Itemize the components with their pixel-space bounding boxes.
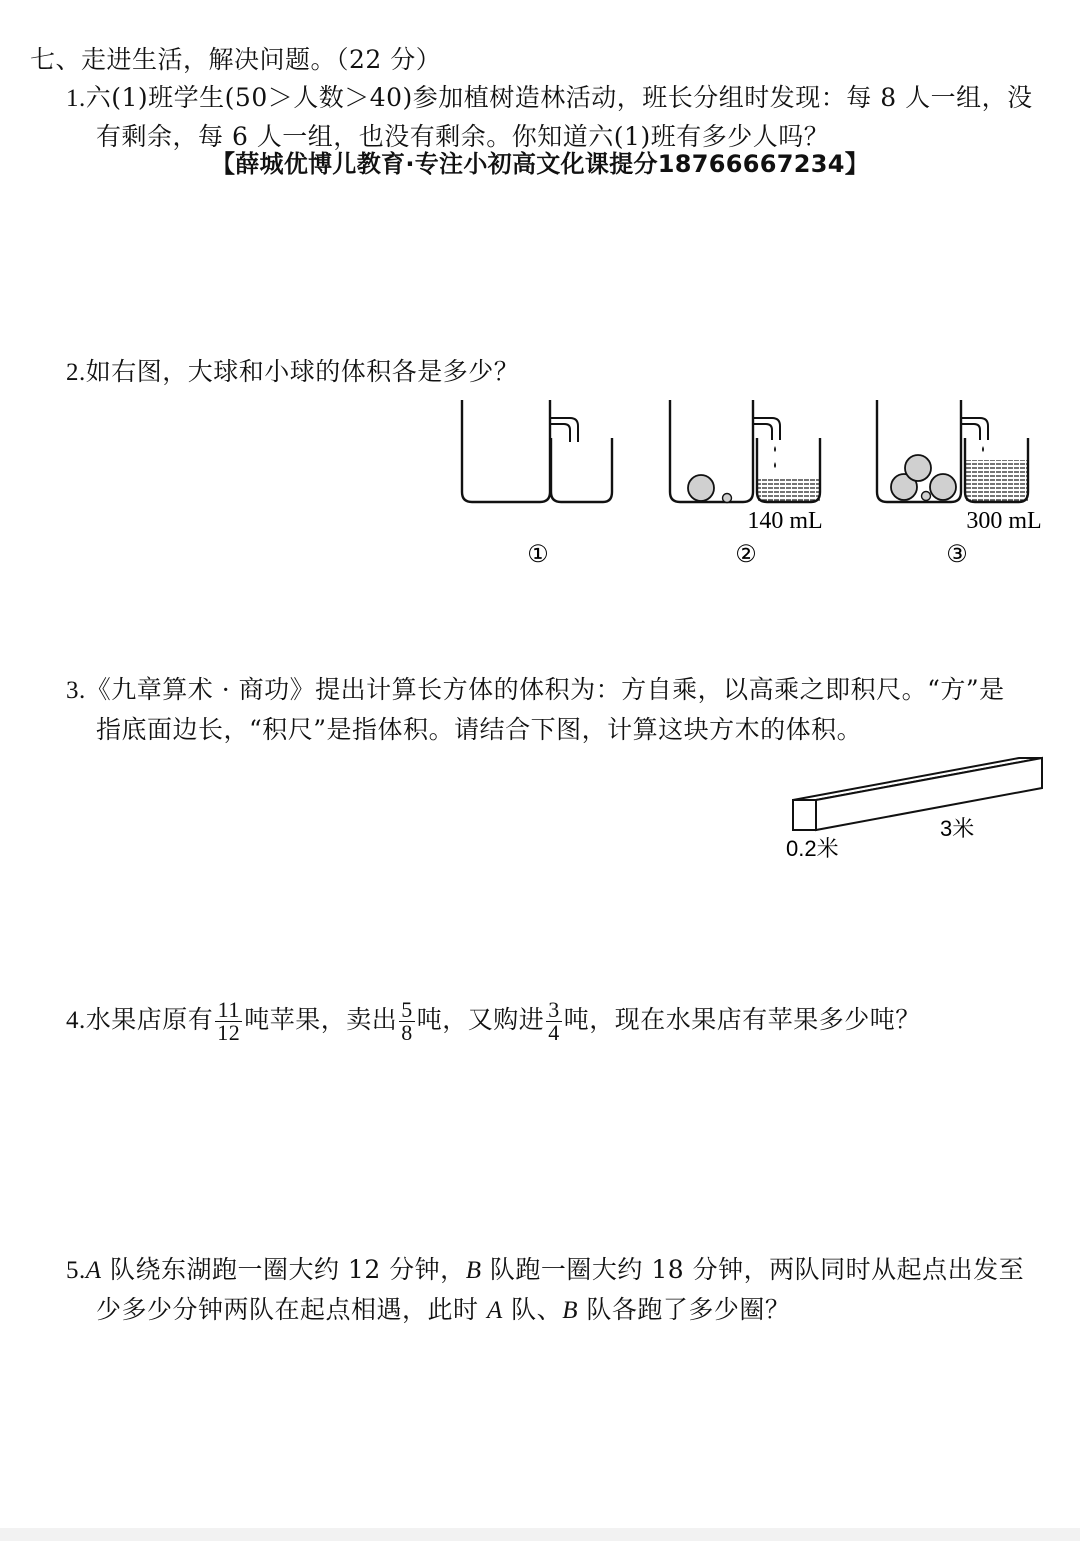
team-b-label: B <box>562 1297 578 1324</box>
beam-length-label: 3米 <box>940 816 975 841</box>
question-5-text-2: 队跑一圈大约 18 分钟，两队同时从起点出发至 <box>481 1255 1025 1284</box>
question-3-line-1 <box>66 670 1005 711</box>
page-bottom-edge <box>0 1528 1080 1541</box>
question-3-number: 3. <box>66 677 86 704</box>
large-ball <box>930 474 956 500</box>
question-2-number: 2. <box>66 359 86 386</box>
question-1-line-1 <box>66 78 1033 119</box>
fraction-sold: $\frac{5}{8}$ <box>401 997 413 1045</box>
question-2-text: 如右图，大球和小球的体积各是多少？ <box>85 357 520 386</box>
volume-label-3: 300 mL <box>966 508 1042 534</box>
question-5-line-1 <box>66 1250 1024 1291</box>
large-ball <box>688 475 714 501</box>
beaker-setup-2 <box>670 400 823 568</box>
fraction-bought: $\frac{3}{4}$ <box>548 997 560 1045</box>
question-4-line <box>66 990 921 1051</box>
question-5-number: 5. <box>66 1257 86 1284</box>
question-4-text-4: 吨，现在水果店有苹果多少吨？ <box>563 1005 921 1034</box>
beaker-setup-3 <box>877 400 1042 568</box>
small-ball <box>723 494 732 503</box>
large-ball <box>905 455 931 481</box>
question-4-text-2: 吨苹果，卖出 <box>244 1005 398 1034</box>
team-a-label: A <box>486 1297 503 1324</box>
question-5-text-5: 队各跑了多少圈？ <box>577 1295 791 1324</box>
fraction-original-stock: $\frac{11}{12}$ <box>217 997 241 1045</box>
beaker-figure <box>440 390 1060 580</box>
question-5-text-4: 队、 <box>502 1295 563 1324</box>
caption-1: ① <box>527 540 549 568</box>
question-4-number: 4. <box>66 1007 86 1034</box>
beaker-setup-1 <box>462 400 612 502</box>
question-3-line-2: 指底面边长，“积尺”是指体积。请结合下图，计算这块方木的体积。 <box>96 715 863 744</box>
team-a-label: A <box>85 1257 102 1284</box>
wood-beam-figure <box>780 748 1060 868</box>
small-ball <box>922 492 931 501</box>
watermark-text: 【薛城优博儿教育·专注小初高文化课提分18766667234】 <box>210 150 870 178</box>
team-b-label: B <box>465 1257 482 1284</box>
caption-2: ② <box>735 540 757 568</box>
beam-side-label: 0.2米 <box>786 836 839 861</box>
question-1-text-1: 六(1)班学生(50＞人数＞40)参加植树造林活动，班长分组时发现：每 8 人一组，没 <box>85 83 1033 112</box>
caption-3: ③ <box>946 540 968 568</box>
question-5-text-1: 队绕东湖跑一圈大约 12 分钟， <box>101 1255 466 1284</box>
question-5-text-3: 少多少分钟两队在起点相遇，此时 <box>96 1295 487 1324</box>
question-5-line-2 <box>96 1290 790 1331</box>
question-2-line <box>66 352 519 393</box>
section-title: 七、走进生活，解决问题。（22 分） <box>30 45 442 74</box>
volume-label-2: 140 mL <box>747 508 823 534</box>
question-1-number: 1. <box>66 85 86 112</box>
question-4-text-1: 水果店原有 <box>85 1005 214 1034</box>
question-1-line-2: 有剩余，每 6 人一组，也没有剩余。你知道六(1)班有多少人吗？ <box>96 122 830 151</box>
question-3-text-1: 《九章算术 · 商功》提出计算长方体的体积为：方自乘，以高乘之即积尺。“方”是 <box>85 675 1005 704</box>
question-4-text-3: 吨，又购进 <box>416 1005 545 1034</box>
